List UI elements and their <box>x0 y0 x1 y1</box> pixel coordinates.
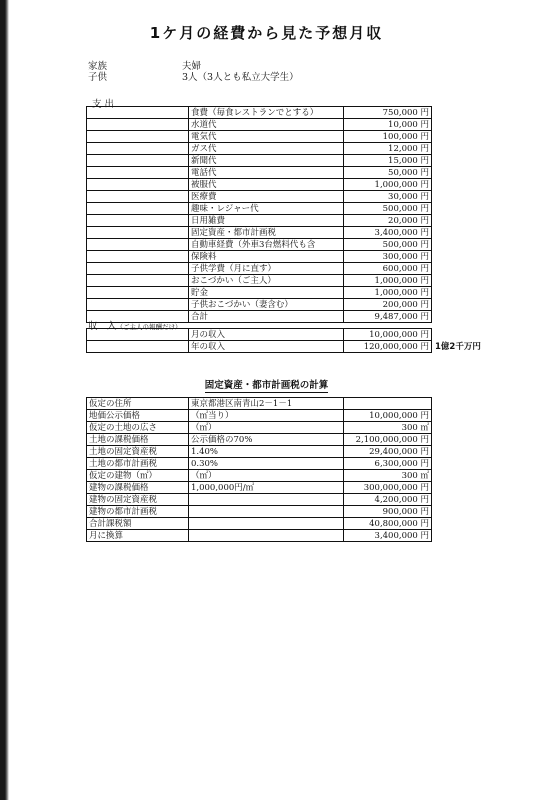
income-note: （ご主人の報酬だけ） <box>116 323 182 331</box>
tax-detail-cell: （㎡） <box>189 422 344 434</box>
expense-spacer-cell <box>87 203 189 215</box>
tax-section-title <box>0 377 533 391</box>
expense-spacer-cell <box>87 131 189 143</box>
income-row <box>87 341 432 353</box>
expense-spacer-cell <box>87 143 189 155</box>
income-label: 収 入 <box>88 321 117 332</box>
tax-amount-cell: 4,200,000 円 <box>344 494 432 506</box>
expense-row <box>87 215 432 227</box>
tax-item-cell: 仮定の土地の広さ <box>87 422 189 434</box>
expense-item-cell: 新聞代 <box>189 155 344 167</box>
family-value: 夫婦 <box>182 61 202 72</box>
tax-row <box>87 398 432 410</box>
expense-row <box>87 119 432 131</box>
expense-item-cell: 電話代 <box>189 167 344 179</box>
expense-amount-cell: 3,400,000 円 <box>344 227 432 239</box>
income-item-cell: 年の収入 <box>189 341 344 353</box>
expense-spacer-cell <box>87 263 189 275</box>
scan-edge <box>0 0 9 800</box>
tax-amount-cell: 10,000,000 円 <box>344 410 432 422</box>
expense-item-cell: 固定資産・都市計画税 <box>189 227 344 239</box>
household-info <box>88 61 388 85</box>
expense-spacer-cell <box>87 107 189 119</box>
tax-amount-cell: 300 ㎡ <box>344 422 432 434</box>
income-amount-cell: 10,000,000 円 <box>344 329 432 341</box>
expense-row <box>87 131 432 143</box>
expense-spacer-cell <box>87 275 189 287</box>
tax-item-cell: 仮定の建物（㎡） <box>87 470 189 482</box>
expense-amount-cell: 500,000 円 <box>344 203 432 215</box>
expense-item-cell: 子供学費（月に直す） <box>189 263 344 275</box>
expense-item-cell: 食費（毎食レストランでとする） <box>189 107 344 119</box>
children-label: 子供 <box>88 72 108 83</box>
income-row <box>87 329 432 341</box>
page-title: 1ケ月の経費から見た予想月収 <box>149 24 384 42</box>
tax-row <box>87 506 432 518</box>
income-spacer-cell <box>87 329 189 341</box>
income-table <box>86 328 432 353</box>
tax-amount-cell: 3,400,000 円 <box>344 530 432 542</box>
tax-row <box>87 422 432 434</box>
tax-row <box>87 446 432 458</box>
expense-spacer-cell <box>87 299 189 311</box>
expense-amount-cell: 1,000,000 円 <box>344 179 432 191</box>
expense-spacer-cell <box>87 239 189 251</box>
income-spacer-cell <box>87 341 189 353</box>
expense-row <box>87 107 432 119</box>
tax-item-cell: 月に換算 <box>87 530 189 542</box>
tax-row <box>87 494 432 506</box>
expense-amount-cell: 9,487,000 円 <box>344 311 432 323</box>
expense-item-cell: 合計 <box>189 311 344 323</box>
expense-item-cell: 保険料 <box>189 251 344 263</box>
tax-row <box>87 458 432 470</box>
tax-row <box>87 410 432 422</box>
expense-row <box>87 227 432 239</box>
expense-amount-cell: 15,000 円 <box>344 155 432 167</box>
expense-item-cell: 自動車経費（外車3台燃料代も含 <box>189 239 344 251</box>
tax-amount-cell: 40,800,000 円 <box>344 518 432 530</box>
expense-amount-cell: 50,000 円 <box>344 167 432 179</box>
expense-spacer-cell <box>87 227 189 239</box>
expense-amount-cell: 12,000 円 <box>344 143 432 155</box>
annual-income-note: 1億2千万円 <box>435 342 481 352</box>
expense-amount-cell: 600,000 円 <box>344 263 432 275</box>
expense-row <box>87 143 432 155</box>
expense-row <box>87 167 432 179</box>
tax-item-cell: 地価公示価格 <box>87 410 189 422</box>
expense-amount-cell: 1,000,000 円 <box>344 275 432 287</box>
family-label: 家族 <box>88 61 108 72</box>
expense-spacer-cell <box>87 155 189 167</box>
expense-amount-cell: 20,000 円 <box>344 215 432 227</box>
expense-row <box>87 263 432 275</box>
tax-detail-cell: 1.40% <box>189 446 344 458</box>
expense-item-cell: 日用雑費 <box>189 215 344 227</box>
tax-detail-cell <box>189 494 344 506</box>
expense-amount-cell: 1,000,000 円 <box>344 287 432 299</box>
expense-amount-cell: 500,000 円 <box>344 239 432 251</box>
tax-row <box>87 530 432 542</box>
expense-spacer-cell <box>87 179 189 191</box>
expense-amount-cell: 100,000 円 <box>344 131 432 143</box>
expense-amount-cell: 300,000 円 <box>344 251 432 263</box>
expense-row <box>87 191 432 203</box>
tax-table <box>86 397 432 542</box>
expense-spacer-cell <box>87 191 189 203</box>
children-value: 3人（3人とも私立大学生） <box>182 72 299 83</box>
expense-row <box>87 239 432 251</box>
tax-item-cell: 合計課税額 <box>87 518 189 530</box>
expense-item-cell: 貯金 <box>189 287 344 299</box>
expense-item-cell: 医療費 <box>189 191 344 203</box>
expense-row <box>87 203 432 215</box>
expense-row <box>87 299 432 311</box>
expense-row <box>87 155 432 167</box>
expense-item-cell: 水道代 <box>189 119 344 131</box>
tax-detail-cell: 公示価格の70% <box>189 434 344 446</box>
expense-spacer-cell <box>87 119 189 131</box>
expense-row <box>87 287 432 299</box>
tax-detail-cell: 東京都港区南青山2－1－1 <box>189 398 344 410</box>
tax-item-cell: 建物の固定資産税 <box>87 494 189 506</box>
expense-item-cell: 趣味・レジャー代 <box>189 203 344 215</box>
expense-spacer-cell <box>87 287 189 299</box>
expense-item-cell: 電気代 <box>189 131 344 143</box>
tax-amount-cell: 29,400,000 円 <box>344 446 432 458</box>
expense-item-cell: 子供おこづかい（妻含む） <box>189 299 344 311</box>
tax-detail-cell <box>189 506 344 518</box>
expense-row <box>87 251 432 263</box>
expense-amount-cell: 10,000 円 <box>344 119 432 131</box>
tax-item-cell: 土地の都市計画税 <box>87 458 189 470</box>
expense-amount-cell: 200,000 円 <box>344 299 432 311</box>
expense-amount-cell: 30,000 円 <box>344 191 432 203</box>
expenses-table <box>86 106 432 323</box>
tax-row <box>87 518 432 530</box>
tax-detail-cell <box>189 530 344 542</box>
tax-item-cell: 土地の固定資産税 <box>87 446 189 458</box>
tax-amount-cell: 300 ㎡ <box>344 470 432 482</box>
tax-title-text: 固定資産・都市計画税の計算 <box>204 380 329 391</box>
tax-row <box>87 434 432 446</box>
tax-amount-cell: 2,100,000,000 円 <box>344 434 432 446</box>
tax-item-cell: 建物の課税価格 <box>87 482 189 494</box>
tax-detail-cell: 0.30% <box>189 458 344 470</box>
expense-item-cell: ガス代 <box>189 143 344 155</box>
expense-spacer-cell <box>87 167 189 179</box>
tax-amount-cell: 900,000 円 <box>344 506 432 518</box>
tax-row <box>87 470 432 482</box>
tax-detail-cell: （㎡当り） <box>189 410 344 422</box>
tax-detail-cell: 1,000,000円/㎡ <box>189 482 344 494</box>
expense-item-cell: おこづかい（ご主人） <box>189 275 344 287</box>
tax-detail-cell: （㎡） <box>189 470 344 482</box>
expenses-section-label: 支 出 <box>92 99 115 110</box>
income-amount-cell: 120,000,000 円 <box>344 341 432 353</box>
expense-row <box>87 179 432 191</box>
income-item-cell: 月の収入 <box>189 329 344 341</box>
expense-item-cell: 被服代 <box>189 179 344 191</box>
tax-row <box>87 482 432 494</box>
expense-row <box>87 275 432 287</box>
tax-detail-cell <box>189 518 344 530</box>
tax-item-cell: 仮定の住所 <box>87 398 189 410</box>
expense-spacer-cell <box>87 251 189 263</box>
tax-item-cell: 建物の都市計画税 <box>87 506 189 518</box>
expense-spacer-cell <box>87 215 189 227</box>
tax-amount-cell: 300,000,000 円 <box>344 482 432 494</box>
tax-item-cell: 土地の課税価格 <box>87 434 189 446</box>
tax-amount-cell: 6,300,000 円 <box>344 458 432 470</box>
tax-amount-cell <box>344 398 432 410</box>
expense-amount-cell: 750,000 円 <box>344 107 432 119</box>
